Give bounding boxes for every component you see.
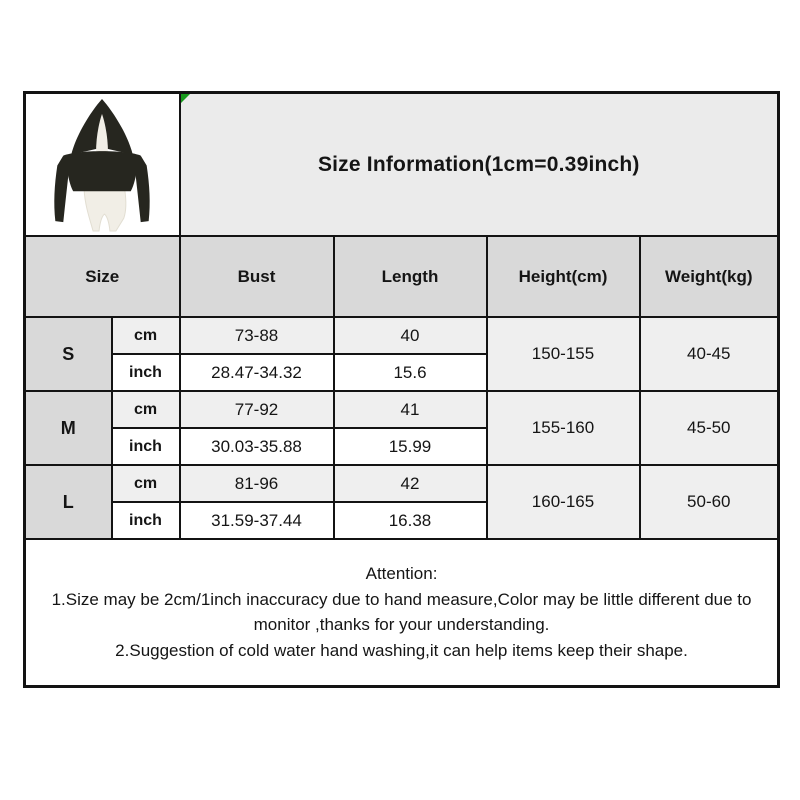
table-row-l-cm [25,465,779,502]
height-value: 160-165 [487,465,640,539]
size-label-s: S [25,317,112,391]
table-row-m-cm [25,391,779,428]
table-row-s-cm [25,317,779,354]
top-torso [64,151,141,191]
page-title: Size Information(1cm=0.39inch) [317,152,640,176]
column-header-row [25,236,779,317]
bust-value: 30.03-35.88 [180,428,334,465]
bust-value: 77-92 [180,391,334,428]
product-image-cell [25,93,180,237]
col-header-height: Height(cm) [487,236,640,317]
cell-corner-marker-icon [181,94,190,103]
bust-value: 28.47-34.32 [180,354,334,391]
header-row [25,93,779,237]
weight-value: 45-50 [640,391,779,465]
col-header-bust: Bust [180,236,334,317]
col-header-length: Length [334,236,487,317]
col-header-weight: Weight(kg) [640,236,779,317]
size-table [23,91,780,688]
size-label-l: L [25,465,112,539]
attention-line-1: 1.Size may be 2cm/1inch inaccuracy due to hand measure,Color may be little different due to monitor ,thanks for your understanding. [51,589,752,635]
bust-value: 81-96 [180,465,334,502]
unit-label: cm [112,391,180,428]
attention-label: Attention: [365,564,438,584]
weight-value: 50-60 [640,465,779,539]
col-header-size: Size [25,236,180,317]
length-value: 42 [334,465,487,502]
length-value: 40 [334,317,487,354]
attention-cell [25,539,779,686]
unit-label: inch [112,354,180,391]
weight-value: 40-45 [640,317,779,391]
unit-label: cm [112,317,180,354]
size-chart-sheet [23,91,777,688]
bust-value: 31.59-37.44 [180,502,334,539]
attention-row [25,539,779,686]
title-cell [180,93,779,237]
length-value: 15.99 [334,428,487,465]
length-value: 16.38 [334,502,487,539]
length-value: 15.6 [334,354,487,391]
unit-label: inch [112,428,180,465]
length-value: 41 [334,391,487,428]
product-photo [27,96,177,233]
unit-label: inch [112,502,180,539]
attention-line-2: 2.Suggestion of cold water hand washing,it can help items keep their shape. [115,640,688,660]
height-value: 150-155 [487,317,640,391]
height-value: 155-160 [487,391,640,465]
unit-label: cm [112,465,180,502]
size-label-m: M [25,391,112,465]
bust-value: 73-88 [180,317,334,354]
